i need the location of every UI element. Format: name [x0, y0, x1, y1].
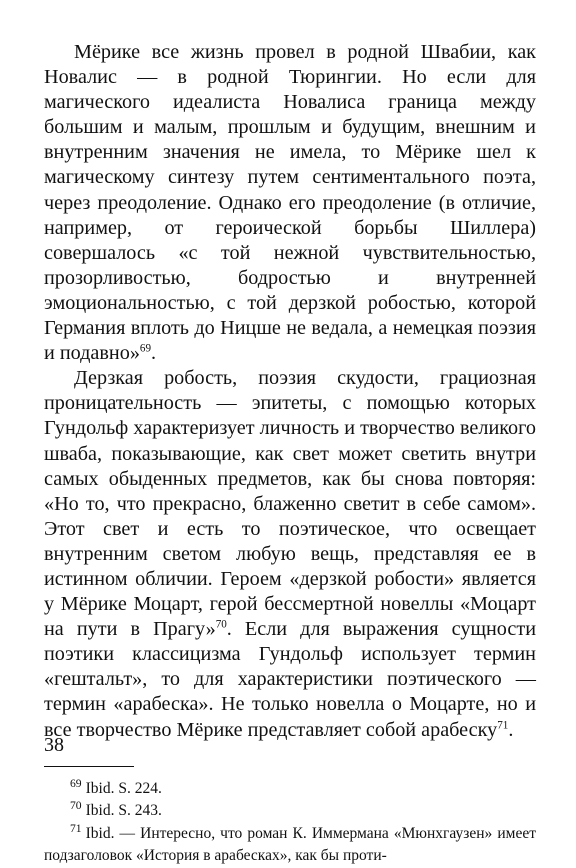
footnote-ref-70[interactable]: 70 — [215, 618, 227, 631]
paragraph-1-text: Мёрике все жизнь провел в родной Швабии, как Новалис — в родной Тюрингии. Но если для магического идеалиста Новалиса граница между большим и малым, прошлым и будущим, внешним и внутренним значения не имела, то Мёрике шел к магическому синтезу путем сентиментального поэта, через преодоление. Однако его преодоление (в отличие, например, от героической борьбы Шиллера) совершалось «с той нежной чувствительностью, прозорливостью, бодростью и внутренней эмоциональностью, с той дерзкой робостью, которой Германия вплоть до Ницше не ведала, а немецкая поэзия и подавно» — [44, 41, 536, 365]
paragraph-2-text: Дерзкая робость, поэзия скудости, грациозная проницательность — эпитеты, с помощью которых Гундольф характеризует личность и творчество великого шваба, показывающие, как свет может светить внутри самых обыденных предметов, как бы снова повторяя: «Но то, что прекрасно, блаженно светит в себе самом». Этот свет и есть то поэтическое, что освещает внутренним светом любую вещь, представляя ее в истинном обличии. Героем «дерзкой робости» является у Мёрике Моцарт, герой бессмертной новеллы «Моцарт на пути в Прагу» — [44, 367, 536, 641]
footnote-text: Ibid. S. 224. — [85, 779, 162, 797]
footnote-ref-69[interactable]: 69 — [139, 342, 152, 355]
footnote-text: Ibid. — Интересно, что роман К. Иммермана «Мюнхгаузен» имеет подзаголовок «История в арабесках», как бы проти- — [44, 824, 536, 865]
footnote-69 — [44, 778, 536, 801]
footnote-text: Ibid. S. 243. — [85, 802, 162, 820]
footnote-divider — [44, 766, 134, 767]
paragraph-2 — [44, 366, 536, 742]
page-content — [44, 40, 536, 868]
paragraph-2-text-end: . — [508, 718, 514, 741]
footnote-ref-71[interactable]: 71 — [497, 718, 509, 731]
footnote-71 — [44, 823, 536, 868]
paragraph-1: Мёрике все жизнь провел в родной Швабии, как Новалис — в родной Тюрингии. Но если для магического идеалиста Новалиса граница между большим и малым, прошлым и будущим, внешним и внутренним значения не имела, то Мёрике шел к магическому синтезу путем сентиментального поэта, через преодоление. Однако его преодоление (в отличие, например, от героической борьбы Шиллера) совершалось «с той нежной чувствительностью, прозорливостью, бодростью и внутренней эмоциональностью, с той дерзкой робостью, которой Германия вплоть до Ницше не ведала, а немецкая поэзия и подавно»$^{69}$. — [44, 41, 536, 365]
footnote-number: 70 — [70, 799, 82, 813]
paragraph-2-text-continued: . Если для выражения сущности поэтики классицизма Гундольф использует термин «гештальт», то для характеристики поэтического — термин «арабеска». Не только новелла о Моцарте, но и все творчество Мёрике представляет собой арабеску — [44, 618, 536, 741]
footnote-number: 69 — [70, 776, 82, 790]
footnote-number: 71 — [70, 821, 82, 835]
page-number: 38 — [44, 734, 64, 756]
footnote-70 — [44, 800, 536, 823]
